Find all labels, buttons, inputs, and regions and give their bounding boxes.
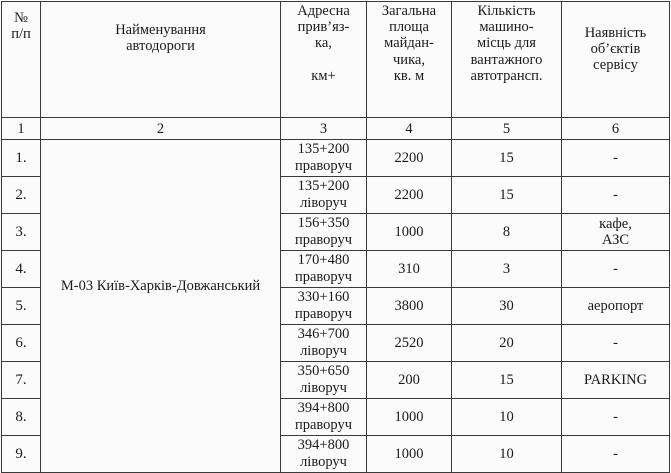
header-text: машино- bbox=[479, 19, 534, 36]
row-index: 1. bbox=[2, 140, 41, 177]
row-index: 3. bbox=[2, 214, 41, 251]
address-km: 394+800 bbox=[297, 400, 350, 416]
header-text: об’єктів bbox=[590, 41, 641, 57]
header-text: майдан- bbox=[384, 35, 434, 52]
column-number: 6 bbox=[562, 118, 670, 140]
row-area: 1000 bbox=[367, 399, 452, 436]
row-area: 3800 bbox=[367, 288, 452, 325]
header-area bbox=[367, 2, 452, 118]
header-services bbox=[562, 2, 670, 118]
parking-sites-table bbox=[1, 1, 670, 473]
address-km: 394+800 bbox=[297, 437, 350, 453]
road-name: М-03 Київ-Харків-Довжанський bbox=[41, 140, 281, 473]
column-number: 5 bbox=[452, 118, 562, 140]
header-spacer bbox=[281, 52, 366, 68]
header-text: № bbox=[14, 10, 28, 26]
header-text: Найменування bbox=[115, 22, 206, 38]
address-km: 135+200 bbox=[297, 141, 350, 157]
header-text: Загальна bbox=[381, 3, 437, 19]
row-services: - bbox=[562, 436, 670, 473]
column-number: 2 bbox=[41, 118, 281, 140]
row-truck-places: 10 bbox=[452, 436, 562, 473]
row-truck-places: 10 bbox=[452, 399, 562, 436]
row-services: - bbox=[562, 399, 670, 436]
header-text: км+ bbox=[311, 67, 336, 84]
row-services: - bbox=[562, 140, 670, 177]
row-index: 4. bbox=[2, 251, 41, 288]
row-index: 9. bbox=[2, 436, 41, 473]
address-km: 135+200 bbox=[297, 178, 350, 194]
address-side: праворуч bbox=[294, 417, 353, 433]
row-index: 5. bbox=[2, 288, 41, 325]
address-km: 170+480 bbox=[297, 252, 350, 268]
header-text: Адресна bbox=[297, 3, 350, 19]
row-area: 2520 bbox=[367, 325, 452, 362]
address-side: ліворуч bbox=[300, 343, 347, 359]
table-row bbox=[2, 140, 670, 177]
table-header-row bbox=[2, 2, 670, 118]
column-number: 4 bbox=[367, 118, 452, 140]
header-text: Наявність bbox=[584, 25, 647, 41]
address-side: праворуч bbox=[294, 269, 353, 285]
row-truck-places: 8 bbox=[452, 214, 562, 251]
row-area: 2200 bbox=[367, 140, 452, 177]
row-index: 7. bbox=[2, 362, 41, 399]
row-services: - bbox=[562, 251, 670, 288]
row-truck-places: 15 bbox=[452, 140, 562, 177]
row-area: 2200 bbox=[367, 177, 452, 214]
header-text: місць для bbox=[477, 35, 536, 52]
row-services: - bbox=[562, 325, 670, 362]
row-index: 8. bbox=[2, 399, 41, 436]
header-text: сервісу bbox=[593, 57, 638, 73]
header-address bbox=[281, 2, 367, 118]
row-address bbox=[281, 288, 367, 325]
row-address bbox=[281, 399, 367, 436]
row-services: PARKING bbox=[562, 362, 670, 399]
header-text: чика, bbox=[393, 51, 425, 68]
column-number: 1 bbox=[2, 118, 41, 140]
address-side: ліворуч bbox=[300, 195, 347, 211]
row-area: 1000 bbox=[367, 436, 452, 473]
header-text: Кількість bbox=[477, 3, 536, 19]
header-text: автотрансп. bbox=[470, 67, 543, 84]
row-address bbox=[281, 251, 367, 288]
header-text: п/п bbox=[11, 26, 31, 42]
row-truck-places: 15 bbox=[452, 177, 562, 214]
header-text: кв. м bbox=[393, 67, 425, 84]
row-address bbox=[281, 140, 367, 177]
row-address bbox=[281, 325, 367, 362]
header-index bbox=[2, 2, 41, 118]
row-address bbox=[281, 214, 367, 251]
row-address bbox=[281, 177, 367, 214]
header-text: автодороги bbox=[126, 38, 195, 54]
address-side: праворуч bbox=[294, 306, 353, 322]
header-text: ка, bbox=[315, 35, 332, 52]
address-km: 156+350 bbox=[297, 215, 350, 231]
row-address bbox=[281, 362, 367, 399]
row-index: 2. bbox=[2, 177, 41, 214]
column-number-row bbox=[2, 118, 670, 140]
row-address bbox=[281, 436, 367, 473]
address-side: праворуч bbox=[294, 158, 353, 174]
header-truck-places bbox=[452, 2, 562, 118]
row-services: кафе, АЗС bbox=[562, 214, 670, 251]
header-text: площа bbox=[389, 19, 429, 36]
address-side: ліворуч bbox=[300, 380, 347, 396]
row-services: аеропорт bbox=[562, 288, 670, 325]
address-km: 330+160 bbox=[297, 289, 350, 305]
row-services: - bbox=[562, 177, 670, 214]
row-truck-places: 20 bbox=[452, 325, 562, 362]
address-side: ліворуч bbox=[300, 454, 347, 470]
row-area: 310 bbox=[367, 251, 452, 288]
row-truck-places: 3 bbox=[452, 251, 562, 288]
address-side: праворуч bbox=[294, 232, 353, 248]
address-km: 350+650 bbox=[297, 363, 350, 379]
header-text: вантажного bbox=[470, 51, 543, 68]
header-road-name bbox=[41, 2, 281, 118]
row-truck-places: 15 bbox=[452, 362, 562, 399]
row-area: 200 bbox=[367, 362, 452, 399]
row-truck-places: 30 bbox=[452, 288, 562, 325]
header-text: прив’яз- bbox=[297, 19, 350, 36]
address-km: 346+700 bbox=[297, 326, 350, 342]
column-number: 3 bbox=[281, 118, 367, 140]
row-index: 6. bbox=[2, 325, 41, 362]
row-area: 1000 bbox=[367, 214, 452, 251]
